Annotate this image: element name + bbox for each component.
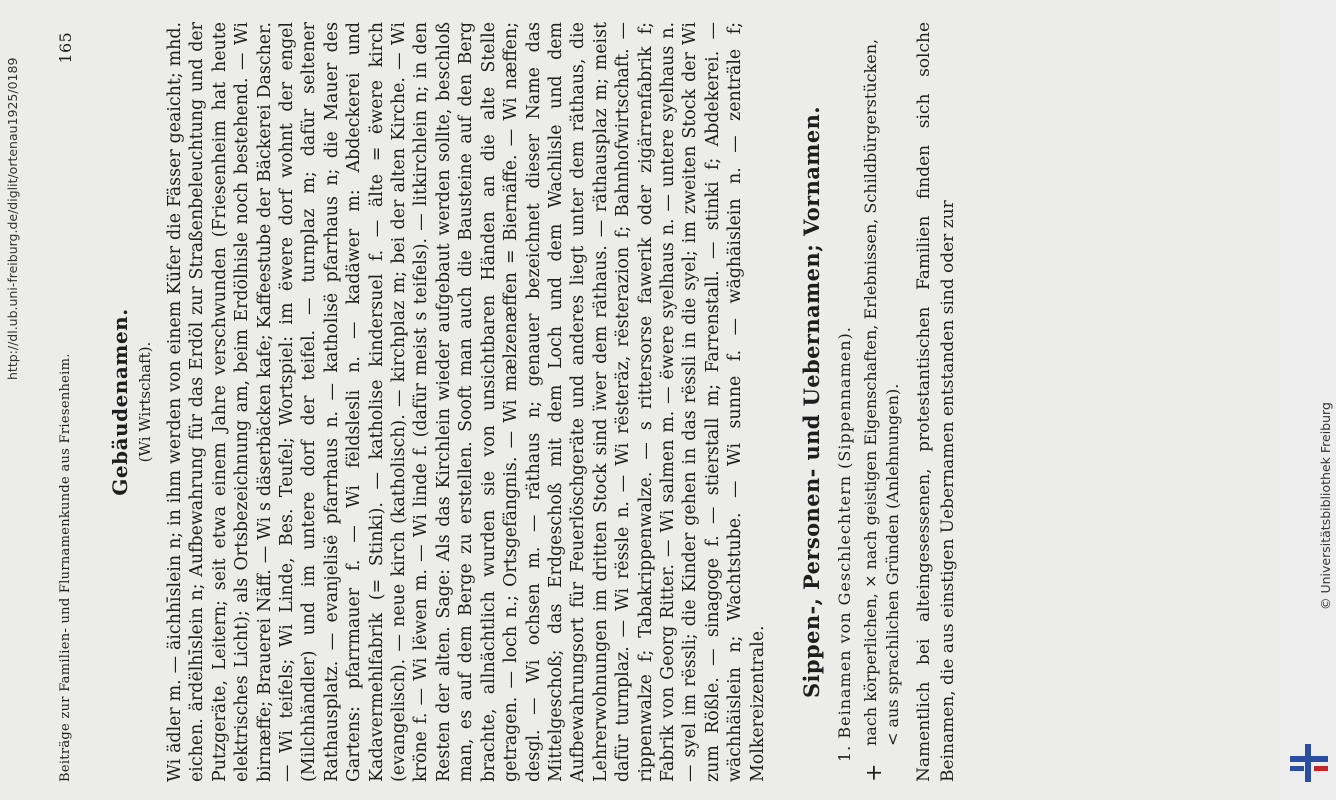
section2-title: Sippen-, Personen- und Uebernamen; Vornamen. bbox=[798, 105, 824, 699]
body-paragraph: Wi ädler m. — äichhīslein n; in ihm werden von einem Küfer die Fässer geaicht; mhd. eichen. ärdëlhīslein n; Aufbewahrung für das Erdöl zur Straßenbeleuchtung und der Putzgeräte, Leitern; seit etwa einem Jahre verschwunden (Friesenheim hat heute elektrisches Licht); als Ortsbezeichnung am, beim Erdölhisle noch bestehend. — Wi birnæffe; Brauerei Näff. — Wi s däserbäcken kafe; Kaffeestube der Bäckerei Dascher. — Wi teifels; Wi Linde, Bes. Teufel; Wortspiel: im ëwere dorf wohnt der engel (Milchhändler) und im untere dorf der teifel. — turnplaz m; dafür seltener Rathausplatz. — evanjelisë pfarrhaus n. — katholisë pfarrhaus n; die Mauer des Gartens: pfarrmauer f. — Wi fëldslesli n. — kadäwer m: Abdeckerei und Kadavermehlfabrik (= Stinki). — katholise kindersuel f. — älte = ëwere kirch (evangelisch). — neue kirch (katholisch). — kirchplaz m; bei der alten Kirche. — Wi kröne f. — Wi lëwen m. — Wi linde f. (dafür meist s teifels). — litkirchlein n; in den Resten der alten. Sage: Als das Kirchlein wieder aufgebaut werden sollte, beschloß man, es auf dem Berge zu erstellen. Sooft man auch die Bausteine auf den Berg brachte, allnächtlich wurden sie von unsichtbaren Händen an die alte Stelle getragen. — loch n.; Ortsgefängnis. — Wi mælzenæffen = Biernäffe. — Wi næffen; desgl. — Wi ochsen m. — räthaus n; genauer bezeichnet dieser Name das Mittelgeschoß; das Erdgeschoß mit dem Loch und dem Wachlisle und dem Aufbewahrungsort für Feuerlöschgeräte und anderes liegt unter dem räthaus, die Lehrerwohnungen im dritten Stock sind ïwer dem räthaus. — räthausplaz m; meist dafür turnplaz. — Wi rëssle n. — Wi rësteräz, rësterazion f; Bahnhofwirtschaft. — rippenwalze f; Tabakrippenwalze. — s rittersorse fawerik oder zigärrenfabrik f; Fabrik von Georg Ritter. — Wi salmen m. — ëwere syelhaus n. — untere syelhaus n. — syel im rëssli; die Kinder gehen in das rëssli in die syel; im zweiten Stock der Wi zum Rößle. — sinagoge f. — stierstall m; Farrenstall. — stinki f; Abdekerei. — wächhäislein n; Wachtstube. — Wi sunne f. — wäghäislein n. — zenträle f; Molkereizentrale. bbox=[165, 22, 768, 782]
section-title: Gebäudenamen. bbox=[108, 308, 132, 496]
symbol-legend bbox=[860, 22, 904, 782]
tail-text-block bbox=[912, 22, 960, 782]
sidebar-url-text[interactable]: http://dl.ub.uni-freiburg.de/diglit/ortenau1925/0189 bbox=[5, 57, 20, 380]
sidebar-url[interactable] bbox=[4, 0, 21, 380]
body-text-block bbox=[164, 22, 769, 782]
subheading: 1. Beinamen von Geschlechtern (Sippennamen). bbox=[834, 326, 854, 762]
legend-text: nach körperlichen, × nach geistigen Eigenschaften, Erlebnissen, Schildbürgerstücken, < aus sprachlichen Gründen (Anlehnungen). bbox=[860, 38, 902, 746]
section-subtitle: (Wi Wirtschaft). bbox=[136, 341, 154, 463]
sidebar-copyright: © Universitätsbibliothek Freiburg bbox=[1318, 402, 1333, 610]
tail-paragraph: Namentlich bei alteingesessenen, protestantischen Familien finden sich solche Beinamen, die aus einstigen Uebernamen entstanden sind oder zur bbox=[913, 22, 958, 782]
page-number: 165 bbox=[56, 32, 75, 64]
plus-mark: + bbox=[861, 763, 887, 782]
running-head-title: Beiträge zur Familien- und Flurnamenkunde aus Friesenheim. bbox=[58, 353, 73, 782]
running-head bbox=[54, 22, 82, 782]
library-logo-icon bbox=[1288, 742, 1330, 784]
